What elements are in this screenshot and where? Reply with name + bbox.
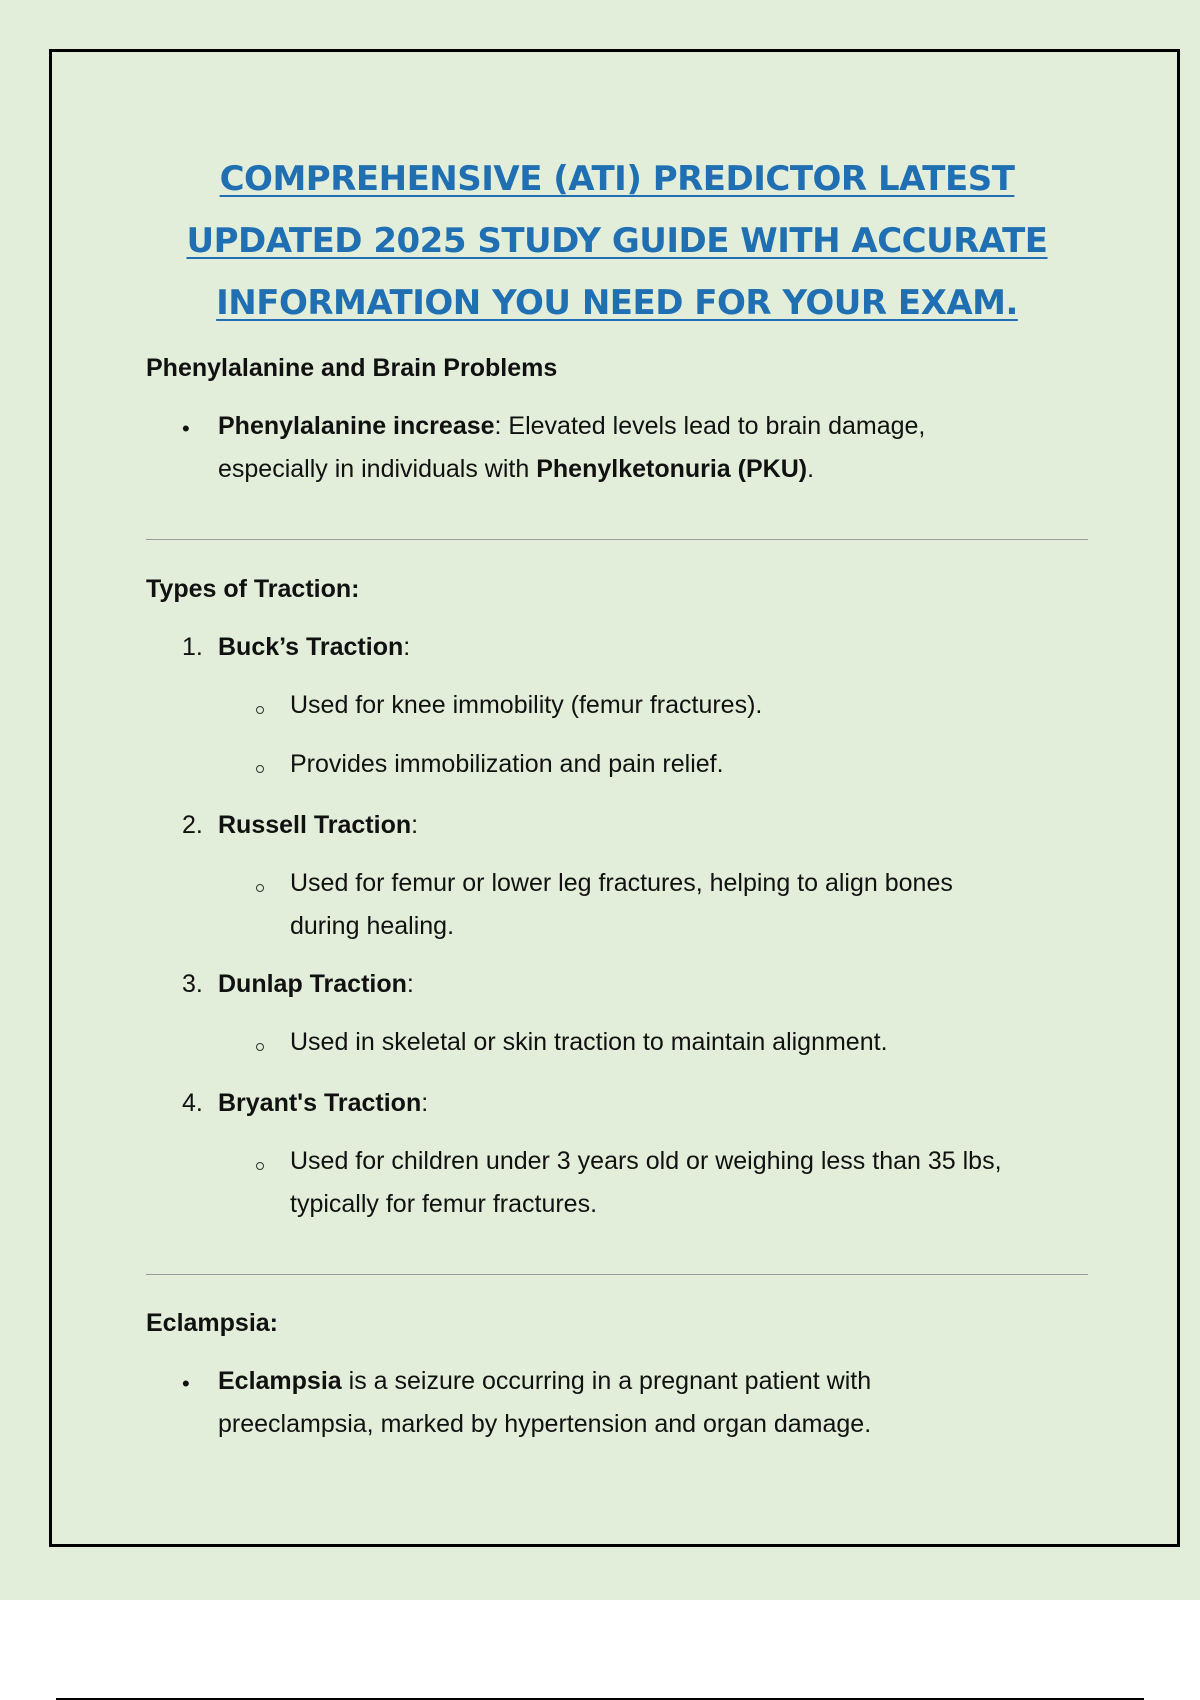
traction-item-4-number: 4. — [182, 1089, 203, 1117]
heading-traction: Types of Traction: — [146, 575, 360, 603]
traction-item-1-title — [218, 630, 410, 664]
traction-item-2-sub-1 — [290, 862, 1090, 948]
bullet-marker: • — [182, 1371, 190, 1396]
traction-item-2-sub-line-2: during healing. — [290, 912, 455, 940]
traction-item-4-title — [218, 1086, 428, 1120]
traction-item-4-colon: : — [421, 1089, 429, 1117]
pku-bullet-text — [218, 405, 1078, 491]
eclampsia-text-2: preeclampsia, marked by hypertension and organ damage. — [218, 1410, 872, 1438]
traction-item-4-sub-1 — [290, 1140, 1090, 1226]
title-line-3: INFORMATION YOU NEED FOR YOUR EXAM. — [216, 283, 1018, 323]
traction-item-4-sub-line-1: Used for children under 3 years old or weighing less than 35 lbs, — [290, 1147, 1002, 1175]
traction-item-1-sub-1: Used for knee immobility (femur fractures). — [290, 691, 763, 719]
traction-item-3-number: 3. — [182, 970, 203, 998]
document-title — [160, 148, 1074, 334]
traction-item-2-name: Russell Traction — [218, 811, 412, 839]
traction-item-3-colon: : — [406, 970, 414, 998]
hollow-bullet-icon — [256, 884, 264, 892]
traction-item-4-sub-line-2: typically for femur fractures. — [290, 1190, 598, 1218]
pku-text-3: . — [807, 455, 815, 483]
traction-item-1-colon: : — [403, 633, 411, 661]
hollow-bullet-icon — [256, 1043, 264, 1051]
eclampsia-bullet-text — [218, 1360, 1078, 1446]
traction-item-3-name: Dunlap Traction — [218, 970, 407, 998]
title-line-2: UPDATED 2025 STUDY GUIDE WITH ACCURATE — [186, 221, 1048, 261]
traction-item-2-title — [218, 808, 418, 842]
heading-eclampsia: Eclampsia: — [146, 1309, 279, 1337]
traction-item-1-name: Buck’s Traction — [218, 633, 404, 661]
pku-bold-lead: Phenylalanine increase — [218, 412, 495, 440]
eclampsia-bold-lead: Eclampsia — [218, 1367, 342, 1395]
traction-item-3-sub-1: Used in skeletal or skin traction to maintain alignment. — [290, 1028, 888, 1056]
title-line-1: COMPREHENSIVE (ATI) PREDICTOR LATEST — [219, 159, 1015, 199]
traction-item-2-sub-line-1: Used for femur or lower leg fractures, helping to align bones — [290, 869, 953, 897]
pku-text-1: : Elevated levels lead to brain damage, — [494, 412, 926, 440]
pku-text-2: especially in individuals with — [218, 455, 537, 483]
eclampsia-text-1: is a seizure occurring in a pregnant patient with — [341, 1367, 872, 1395]
traction-item-3-title — [218, 967, 414, 1001]
traction-item-2-colon: : — [411, 811, 419, 839]
bullet-marker: • — [182, 416, 190, 441]
traction-item-2-number: 2. — [182, 811, 203, 839]
heading-phenylalanine: Phenylalanine and Brain Problems — [146, 354, 558, 382]
traction-item-4-name: Bryant's Traction — [218, 1089, 422, 1117]
traction-item-1-sub-2: Provides immobilization and pain relief. — [290, 750, 724, 778]
traction-item-1-number: 1. — [182, 633, 203, 661]
section-divider — [146, 1274, 1088, 1275]
hollow-bullet-icon — [256, 1162, 264, 1170]
section-divider — [146, 539, 1088, 540]
hollow-bullet-icon — [256, 765, 264, 773]
hollow-bullet-icon — [256, 706, 264, 714]
pku-bold-term: Phenylketonuria (PKU) — [536, 455, 808, 483]
